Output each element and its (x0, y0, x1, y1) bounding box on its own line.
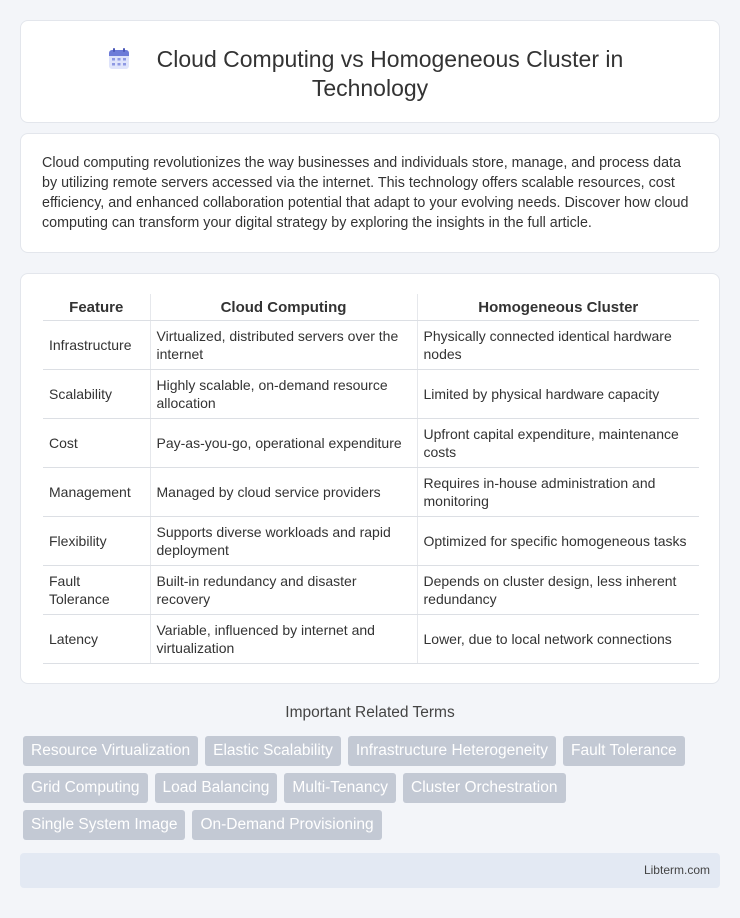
term-chip[interactable]: Grid Computing (23, 773, 148, 803)
cluster-cell: Limited by physical hardware capacity (417, 369, 699, 418)
cluster-cell: Optimized for specific homogeneous tasks (417, 516, 699, 565)
cluster-cell: Upfront capital expenditure, maintenance costs (417, 418, 699, 467)
comparison-table-card (20, 273, 720, 684)
page-title: Cloud Computing vs Homogeneous Cluster in Technology (156, 46, 624, 101)
table-row (43, 614, 699, 663)
intro-card (20, 133, 720, 253)
footer (20, 853, 720, 888)
table-row (43, 467, 699, 516)
cloud-cell: Variable, influenced by internet and virtualization (150, 614, 417, 663)
term-chip[interactable]: Elastic Scalability (205, 736, 341, 766)
feature-cell: Scalability (43, 369, 150, 418)
feature-cell: Cost (43, 418, 150, 467)
footer-site-link[interactable]: Libterm.com (643, 863, 710, 877)
related-terms-heading: Important Related Terms (285, 704, 455, 721)
table-header-row (43, 294, 699, 320)
term-chip[interactable]: Cluster Orchestration (403, 773, 565, 803)
cloud-cell: Built-in redundancy and disaster recovery (150, 565, 417, 614)
cluster-cell: Requires in-house administration and monitoring (417, 467, 699, 516)
feature-cell: Flexibility (43, 516, 150, 565)
column-header: Homogeneous Cluster (417, 294, 699, 320)
cloud-cell: Highly scalable, on-demand resource allocation (150, 369, 417, 418)
term-chip[interactable]: Fault Tolerance (563, 736, 685, 766)
term-row (23, 773, 723, 803)
feature-cell: Fault Tolerance (43, 565, 150, 614)
table-row (43, 516, 699, 565)
cloud-cell: Managed by cloud service providers (150, 467, 417, 516)
header-card (20, 20, 720, 123)
term-chip[interactable]: Load Balancing (155, 773, 278, 803)
column-header: Feature (43, 294, 150, 320)
table-row (43, 320, 699, 369)
term-chip[interactable]: Single System Image (23, 810, 185, 840)
feature-cell: Infrastructure (43, 320, 150, 369)
comparison-table (43, 294, 699, 664)
feature-cell: Latency (43, 614, 150, 663)
cluster-cell: Physically connected identical hardware nodes (417, 320, 699, 369)
cloud-cell: Supports diverse workloads and rapid deployment (150, 516, 417, 565)
table-row (43, 565, 699, 614)
column-header: Cloud Computing (150, 294, 417, 320)
cloud-cell: Pay-as-you-go, operational expenditure (150, 418, 417, 467)
term-row (23, 736, 723, 766)
related-terms-list (23, 736, 723, 847)
term-chip[interactable]: Multi-Tenancy (284, 773, 396, 803)
intro-paragraph: Cloud computing revolutionizes the way businesses and individuals store, manage, and process data by utilizing remote servers accessed via the internet. This technology offers scalable resources, cost efficiency, and enhanced collaboration potential that adapt to your evolving needs. Discover how cloud computing can transform your digital strategy by exploring the insights in the full article. (42, 155, 689, 231)
term-chip[interactable]: Resource Virtualization (23, 736, 198, 766)
term-chip[interactable]: Infrastructure Heterogeneity (348, 736, 556, 766)
cluster-cell: Depends on cluster design, less inherent redundancy (417, 565, 699, 614)
term-chip[interactable]: On-Demand Provisioning (192, 810, 381, 840)
table-row (43, 369, 699, 418)
feature-cell: Management (43, 467, 150, 516)
term-row (23, 810, 723, 840)
cloud-cell: Virtualized, distributed servers over the internet (150, 320, 417, 369)
table-row (43, 418, 699, 467)
cluster-cell: Lower, due to local network connections (417, 614, 699, 663)
